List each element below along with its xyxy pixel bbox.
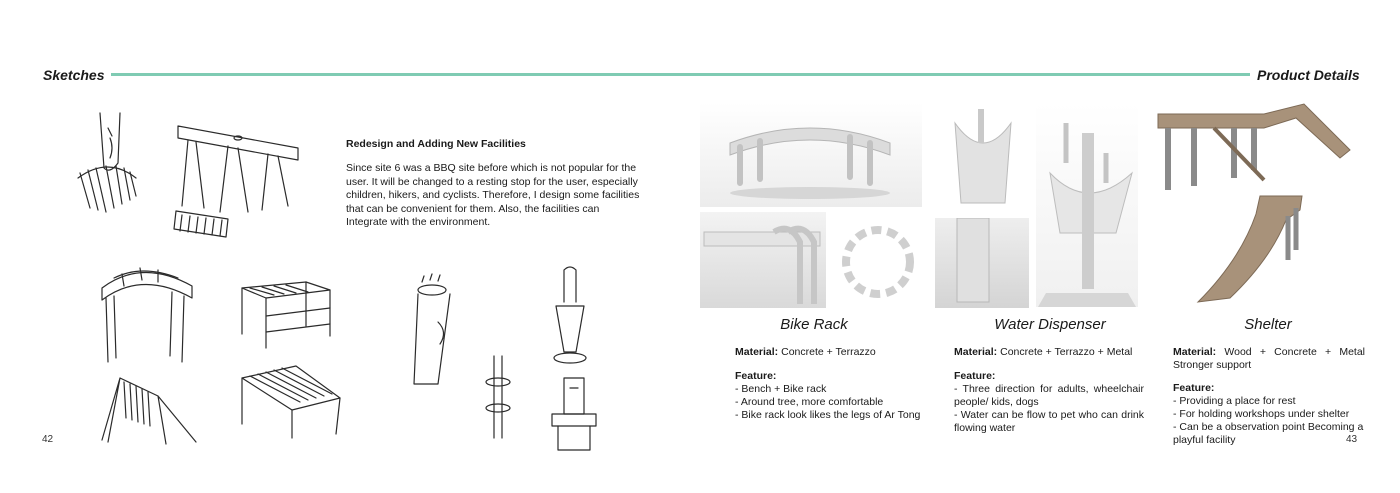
feature-label: Feature:	[735, 370, 777, 382]
right-page-number: 43	[1346, 434, 1358, 445]
product-title-shelter: Shelter	[1244, 316, 1292, 333]
sketch-curved-bench	[92, 258, 202, 368]
feature-label: Feature:	[954, 370, 996, 382]
bike-rack-material	[735, 346, 931, 359]
material-value: Wood + Concrete + Metal Stronger support	[1173, 346, 1366, 371]
feature-item: - Three direction for adults, wheelchair people/ kids, dogs	[954, 383, 1144, 408]
intro-heading: Redesign and Adding New Facilities	[346, 138, 526, 150]
material-value: Concrete + Terrazzo + Metal	[1000, 346, 1133, 358]
sketch-dispenser-a	[404, 272, 464, 392]
bike-rack-render-plan	[832, 212, 922, 308]
water-dispenser-features	[954, 370, 1144, 435]
sketch-bench-legs	[168, 116, 308, 216]
sketch-tree-bench	[70, 108, 160, 218]
bike-rack-render-side	[700, 212, 826, 308]
sketch-slat-table	[236, 276, 336, 356]
sketch-dispenser-c	[540, 262, 600, 372]
sketch-grate	[172, 205, 232, 241]
material-value: Concrete + Terrazzo	[781, 346, 876, 358]
material-label: Material:	[735, 346, 779, 358]
shelter-render-1	[1154, 100, 1354, 198]
shelter-features	[1173, 382, 1369, 447]
feature-item: - For holding workshops under shelter	[1173, 408, 1350, 420]
feature-item: - Bike rack look likes the legs of Ar Tong	[735, 409, 921, 421]
intro-body: Since site 6 was a BBQ site before which is not popular for the user. It will be changed to a resting stop for the user, especially children, hikers, and cyclists. Therefore, I design some facilities that can be convenient for them. Also, the facilities can Integrate with the environment.	[346, 162, 640, 228]
bike-rack-features	[735, 370, 931, 422]
feature-item: - Providing a place for rest	[1173, 395, 1296, 407]
feature-item: - Can be a observation point Becoming a playful facility	[1173, 421, 1364, 446]
sketch-tent-frame	[96, 368, 206, 448]
water-dispenser-render-1	[935, 103, 1029, 211]
product-title-bike-rack: Bike Rack	[780, 316, 848, 333]
feature-item: - Water can be flow to pet who can drink flowing water	[954, 409, 1144, 434]
product-title-water-dispenser: Water Dispenser	[994, 316, 1106, 333]
sketch-dispenser-b	[476, 352, 516, 442]
feature-item: - Around tree, more comfortable	[735, 396, 884, 408]
shelter-material	[1173, 346, 1365, 372]
bike-rack-render-top	[700, 103, 922, 207]
left-page-header: Sketches	[43, 67, 105, 83]
sketch-slat-seat	[236, 362, 346, 442]
right-page-header: Product Details	[1257, 67, 1360, 83]
feature-label: Feature:	[1173, 382, 1215, 394]
water-dispenser-material	[954, 346, 1150, 359]
feature-item: - Bench + Bike rack	[735, 383, 827, 395]
water-dispenser-render-3	[935, 218, 1029, 308]
left-page-number: 42	[42, 434, 54, 445]
header-rule	[111, 73, 1250, 76]
water-dispenser-render-2	[1036, 103, 1138, 307]
shelter-render-2	[1190, 190, 1310, 310]
sketch-dispenser-d	[544, 374, 604, 454]
material-label: Material:	[954, 346, 998, 358]
material-label: Material:	[1173, 346, 1217, 358]
